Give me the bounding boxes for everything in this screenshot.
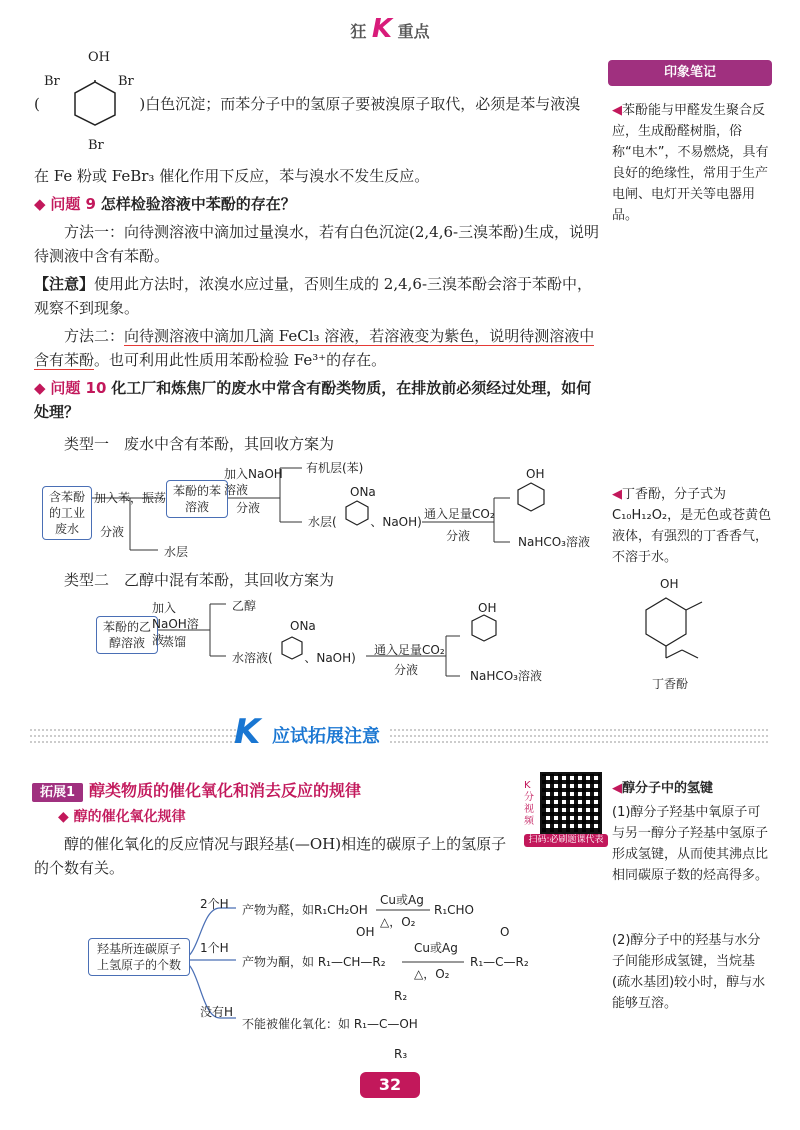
- q10-text: 化工厂和炼焦厂的废水中常含有酚类物质，在排放前必须经过处理，如何处理？: [34, 379, 592, 421]
- flow3-b3: 没有H: [200, 1005, 234, 1019]
- flow1-organic: 有机层(苯): [306, 461, 364, 475]
- flow3-root-box: 羟基所连碳原子上氢原子的个数: [88, 938, 190, 976]
- type2: 类型二 乙醇中混有苯酚，其回收方案为: [64, 571, 335, 589]
- flow1-fenye2: 分液: [446, 529, 471, 543]
- flow1-ona: ONa: [350, 485, 376, 499]
- flow2-nahco3: NaHCO₃溶液: [470, 669, 542, 683]
- section-banner: [30, 716, 770, 756]
- flow1-step1: 加入苯，振荡: [94, 491, 167, 505]
- flow1-phenol-ring-icon: [516, 482, 546, 512]
- side-note-pill: 印象笔记: [608, 60, 772, 86]
- flow1-aqueous-b: 、NaOH): [370, 515, 422, 529]
- flow1-oh: OH: [526, 467, 545, 481]
- flow2-co2: 通入足量CO₂: [374, 643, 445, 657]
- flow1-aqueous-a: 水层(: [308, 515, 337, 529]
- flow3-b3-r2: R₂: [394, 989, 408, 1003]
- side-note1-text: 苯酚能与甲醛发生聚合反应，生成酚醛树脂，俗称“电木”，不易燃烧，具有良好的绝缘性，常用于生产电闸、电灯开关等电器用品。: [612, 103, 769, 223]
- flow3-b1-cat: Cu或Ag: [380, 893, 424, 907]
- q9-label: 问题 9: [50, 195, 96, 213]
- flow2-ona: ONa: [290, 619, 316, 633]
- flow3-b3-text: 不能被催化氧化：如 R₁—C—OH: [242, 1017, 418, 1031]
- flow1-box2: 苯酚的苯溶液: [166, 480, 228, 518]
- flow1-fenye: 分液: [236, 501, 261, 515]
- flow3-b2-prod: R₁—C—R₂: [470, 955, 529, 969]
- type1: 类型一 废水中含有苯酚，其回收方案为: [64, 435, 335, 453]
- flow3-b1-prod: R₁CHO: [434, 903, 474, 917]
- flow3-b3-r3: R₃: [394, 1047, 408, 1061]
- flow3-b2: 1个H: [200, 941, 229, 955]
- flow2-phenoxide-ring-icon: [280, 636, 304, 660]
- flow3-b2-o: O: [500, 925, 510, 939]
- flow1-nahco3: NaHCO₃溶液: [518, 535, 590, 549]
- tuozhan-title: 醇类物质的催化氧化和消去反应的规律: [89, 781, 362, 800]
- tuozhan-subtitle: [58, 806, 186, 826]
- mol-br-right: Br: [118, 74, 134, 89]
- flow3-b1-cond: △，O₂: [380, 915, 416, 929]
- tuozhan-heading: [32, 778, 361, 802]
- flow2-aqueous-a: 水溶液(: [232, 651, 273, 665]
- para1-a: (: [34, 95, 40, 113]
- flow3-b2-oh: OH: [356, 925, 375, 939]
- method2: [34, 324, 600, 372]
- flow2-ethanol: 乙醇: [232, 599, 257, 613]
- banner-k-logo: K: [234, 712, 261, 752]
- m2-a: 方法二：: [64, 327, 125, 345]
- q10-bullet-icon: ◆: [34, 379, 46, 397]
- page-number: 32: [360, 1072, 420, 1098]
- flow1-naoh: 加入NaOH溶液: [224, 467, 283, 497]
- side-note2-text: 丁香酚，分子式为 C₁₀H₁₂O₂，是无色或苍黄色液体，有强烈的丁香香气，不溶于水。: [612, 487, 772, 565]
- q10-label: 问题 10: [50, 379, 107, 397]
- tuozhan-subtitle-text: 醇的催化氧化规律: [73, 809, 186, 825]
- page-header: [330, 14, 450, 44]
- q9-text: 怎样检验溶液中苯酚的存在？: [100, 195, 296, 213]
- subtitle-bullet-icon: ◆: [58, 809, 74, 825]
- flow2-phenol-ring-icon: [470, 614, 498, 642]
- para1: [34, 92, 600, 116]
- eugenol-label: 丁香酚: [652, 677, 689, 691]
- para1-b: )白色沉淀；而苯分子中的氢原子要被溴原子取代，必须是苯与液溴: [139, 95, 581, 113]
- flow3-b1: 2个H: [200, 897, 229, 911]
- note-text: 使用此方法时，浓溴水应过量，否则生成的 2,4,6-三溴苯酚会溶于苯酚中，观察不到现象。: [34, 275, 593, 317]
- flow3-b2-cond: △，O₂: [414, 967, 450, 981]
- q10: [34, 376, 600, 424]
- note-label: 【注意】: [34, 275, 95, 293]
- eugenol-oh: OH: [660, 577, 679, 591]
- tuozhan-para: 醇的催化氧化的反应情况与跟羟基(—OH)相连的碳原子上的氢原子的个数有关。: [34, 835, 507, 877]
- flow1-co2: 通入足量CO₂: [424, 507, 495, 521]
- side2-title-text: 醇分子中的氢键: [622, 781, 714, 796]
- eugenol-structure-icon: [636, 590, 716, 670]
- side-note2-marker-icon: ◀: [612, 487, 622, 502]
- flow3-b2-cat: Cu或Ag: [414, 941, 458, 955]
- mol-br-left: Br: [44, 74, 60, 89]
- side-note1: [612, 100, 772, 226]
- side2-p1: (1)醇分子羟基中氧原子可与另一醇分子羟基中氢原子形成氢键，从而使其沸点比相同碳原子数的烃高得多。: [612, 805, 769, 883]
- side2-marker-icon: ◀: [612, 781, 622, 796]
- q9: [34, 192, 600, 216]
- qr-vertical-label: K分视频: [524, 780, 534, 827]
- side2-p2: (2)醇分子中的羟基与水分子间能形成氢键，当烷基(疏水基团)较小时，醇与水能够互溶。: [612, 933, 766, 1011]
- flow2-aqueous-b: 、NaOH): [304, 651, 356, 665]
- q9-bullet-icon: ◆: [34, 195, 46, 213]
- banner-title: 应试拓展注意: [272, 726, 380, 747]
- mol-oh-label: OH: [88, 50, 110, 65]
- flow1-start-box: 含苯酚的工业废水: [42, 486, 92, 540]
- flow2-naoh: 加入NaOH溶液: [152, 601, 199, 647]
- flow3-b2-text: 产物为酮，如 R₁—CH—R₂: [242, 955, 386, 969]
- header-left: 狂: [350, 22, 367, 41]
- qr-code-icon[interactable]: [540, 772, 602, 834]
- flow1-phenoxide-ring-icon: [344, 500, 370, 526]
- mol-br-bottom: Br: [88, 138, 104, 153]
- flow1-step1b: 分液: [100, 525, 125, 539]
- flow2-fenye: 分液: [394, 663, 419, 677]
- m2-b: 向待测溶液中滴加几滴 FeCl₃ 溶液，若溶液变为紫色，说明待测溶液中含有苯酚: [34, 327, 595, 369]
- flow1-water-layer: 水层: [164, 545, 189, 559]
- qr-label: 扫码:必刷题课代表: [524, 834, 608, 847]
- note: [34, 272, 600, 320]
- flow2-start-box: 苯酚的乙醇溶液: [96, 616, 158, 654]
- side2-title: [612, 778, 772, 799]
- method1: 方法一：向待测溶液中滴加过量溴水，若有白色沉淀(2,4,6-三溴苯酚)生成，说明待测液中含有苯酚。: [34, 223, 599, 265]
- flow2-oh: OH: [478, 601, 497, 615]
- side-note1-marker-icon: ◀: [612, 103, 622, 118]
- header-right: 重点: [397, 22, 430, 41]
- side-note2: [612, 484, 772, 568]
- m2-c: 。也可利用此性质用苯酚检验 Fe³⁺的存在。: [94, 351, 387, 369]
- para1c: 在 Fe 粉或 FeBr₃ 催化作用下反应，苯与溴水不发生反应。: [34, 167, 430, 185]
- flow3-b1-text: 产物为醛，如R₁CH₂OH: [242, 903, 368, 917]
- flow2-distill: 蒸馏: [162, 635, 187, 649]
- tuozhan-tag: 拓展1: [32, 783, 83, 802]
- header-k-logo: K: [371, 14, 393, 44]
